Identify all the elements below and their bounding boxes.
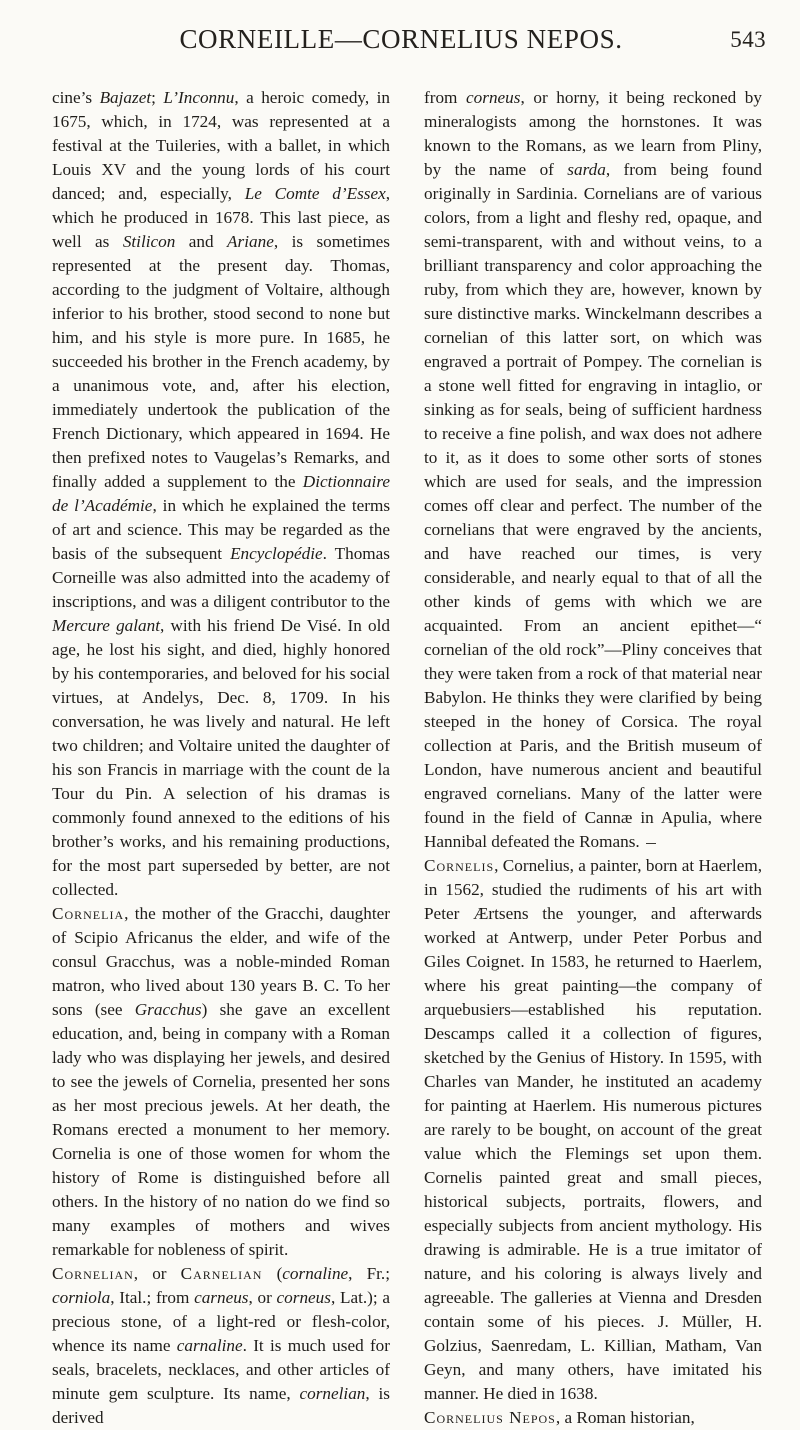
italic-term: cornaline xyxy=(282,1264,349,1283)
text-fragment: , which he produced in 1678. This last piece, as well as xyxy=(52,184,391,251)
italic-term: corniola xyxy=(52,1288,111,1307)
entry-heading: Carnelian xyxy=(180,1264,263,1283)
text-fragment: . It is much used for seals, bracelets, necklaces, and other articles of minute gem sculpture. Its name, xyxy=(52,1336,390,1403)
text-fragment: , or horny, it being reckoned by mineralogists among the hornstones. It was known to the Romans, as we learn from Pliny, by the name of xyxy=(424,88,762,179)
text-fragment: , Lat.); a precious stone, of a light-red or flesh-color, whence its name xyxy=(52,1288,390,1355)
text-fragment: , Fr.; xyxy=(348,1264,390,1283)
text-fragment: , from being found originally in Sardinia. Cornelians are of various colors, from a light and fleshy red, opaque, and semi-transparent, with and without veins, to a brilliant transparency and color approaching the ruby, from which they are, however, known by sure distinctive marks. Winckelmann describes a cornelian of this latter sort, on which was engraved a portrait of Pompey. The cornelian is a stone well fitted for engraving in intaglio, or sinking as for seals, being of sufficient hardness to receive a fine polish, and wax does not adhere to it, as it does to some other sorts of stones which are used for seals, and the impression comes off clear and perfect. The number of the cornelians that were engraved by the ancients, and have reached our times, is very considerable, and nearly equal to that of all the other kinds of gems with which we are acquainted. From an ancient epithet—“ cornelian of the old rock”—Pliny conceives that they were taken from a rock of that material near Babylon. He thinks they were clarified by being steeped in the honey of Corsica. The royal collection at Paris, and the British museum of London, have numerous ancient and beautiful engraved cornelians. Many of the latter were found in the field of Cannæ in Apulia, where Hannibal defeated the Romans. xyxy=(424,160,762,851)
italic-title: Le Comte d’Essex xyxy=(244,184,386,203)
text-fragment: , Ital.; from xyxy=(110,1288,195,1307)
italic-title: Dictionnaire de l’Académie xyxy=(52,472,390,515)
margin-dash-mark xyxy=(646,843,656,844)
entry-heading: Cornelia xyxy=(52,904,125,923)
italic-term: carnaline xyxy=(176,1336,243,1355)
entry-heading: Cornelius Nepos xyxy=(424,1408,556,1427)
italic-title: Stilicon xyxy=(122,232,176,251)
entry-cornelian xyxy=(52,1262,390,1430)
paragraph-cornelian-continuation xyxy=(424,86,762,854)
text-fragment: and xyxy=(175,232,228,251)
italic-term: sarda xyxy=(567,160,606,179)
italic-title: Ariane xyxy=(227,232,274,251)
italic-term: corneus xyxy=(276,1288,331,1307)
text-fragment: , in which he explained the terms of art and science. This may be regarded as the basis of the subsequent xyxy=(52,496,391,563)
italic-term: cornelian xyxy=(299,1384,366,1403)
entry-heading: Cornelian xyxy=(52,1264,134,1283)
text-fragment: , Cornelius, a painter, born at Haerlem, in 1562, studied the rudiments of his art with Peter Ærtsens the younger, and afterwards worked at Antwerp, under Peter Porbus and Giles Coignet. In 1583, he returned to Haerlem, where his great painting—the company of arquebusiers—established his reputation. Descamps called it a collection of figures, sketched by the Genius of History. In 1595, with Charles van Mander, he instituted an academy for painting at Haerlem. His numerous pictures are rarely to be bought, on account of the great value which the Flemings set upon them. Cornelis painted great and small pieces, historical subjects, portraits, flowers, and especially subjects from ancient mythology. His drawing is admirable. He is a true imitator of nature, and his coloring is always lively and agreeable. The galleries at Vienna and Dresden contain some of his pieces. J. Müller, H. Golzius, Saenredam, L. Killian, Matham, Van Geyn, and many others, have imitated his manner. He died in 1638. xyxy=(424,856,762,1403)
text-fragment: from xyxy=(424,88,467,107)
text-fragment: ) she gave an excellent education, and, being in company with a Roman lady who was displaying her jewels, and desired to see the jewels of Cornelia, presented her sons as her most precious jewels. At her death, the Romans erected a monument to her memory. Cornelia is one of those women for whom the history of Rome is distinguished before all others. In the history of no nation do we find so many examples of mothers and wives remarkable for nobleness of spirit. xyxy=(52,1000,390,1259)
text-columns xyxy=(52,86,772,1430)
header-title: CORNEILLE—CORNELIUS NEPOS. xyxy=(179,24,623,54)
text-fragment: , is sometimes represented at the present day. Thomas, according to the judgment of Voltaire, although inferior to his brother, stood second to none but him, and his style is more pure. In 1685, he succeeded his brother in the French academy, by a unanimous vote, and, after his election, immediately undertook the publication of the French Dictionary, which appeared in 1694. He then prefixed notes to Vaugelas’s Remarks, and finally added a supplement to the xyxy=(52,232,390,491)
entry-cornelia xyxy=(52,902,390,1262)
left-column xyxy=(52,86,390,1430)
text-fragment: cine’s xyxy=(52,88,100,107)
italic-title: Bajazet xyxy=(99,88,152,107)
italic-term: carneus xyxy=(194,1288,249,1307)
text-fragment: . Thomas Corneille was also admitted into the academy of inscriptions, and was a diligent contributor to the xyxy=(52,544,390,611)
entry-cornelius-nepos xyxy=(424,1406,762,1430)
right-column xyxy=(424,86,762,1430)
italic-title: Encyclopédie xyxy=(230,544,323,563)
entry-cornelis xyxy=(424,854,762,1406)
text-fragment: , or xyxy=(133,1264,181,1283)
running-header xyxy=(30,18,772,62)
text-fragment: ( xyxy=(262,1264,283,1283)
text-fragment: , the mother of the Gracchi, daughter of Scipio Africanus the elder, and wife of the consul Gracchus, was a noble-minded Roman matron, who lived about 130 years B. C. To her sons (see xyxy=(52,904,390,1019)
italic-title: L’Inconnu xyxy=(163,88,235,107)
cross-reference: Gracchus xyxy=(134,1000,202,1019)
text-fragment: , a Roman historian, xyxy=(555,1408,695,1427)
italic-term: corneus xyxy=(466,88,521,107)
entry-heading: Cornelis xyxy=(424,856,495,875)
text-fragment: ; xyxy=(151,88,164,107)
text-fragment: , or xyxy=(248,1288,277,1307)
page-number: 543 xyxy=(730,27,766,52)
paragraph-corneille-continuation xyxy=(52,86,390,902)
text-fragment: , with his friend De Visé. In old age, he lost his sight, and died, highly honored by his contemporaries, and beloved for his social virtues, at Andelys, Dec. 8, 1709. In his conversation, he was lively and natural. He left two children; and Voltaire united the daughter of his son Francis in marriage with the count de la Tour du Pin. A selection of his dramas is commonly found annexed to the editions of his brother’s works, and his remaining productions, for the most part superseded by better, are not collected. xyxy=(52,616,391,899)
text-fragment: , is derived xyxy=(52,1384,390,1427)
italic-title: Mercure galant xyxy=(52,616,161,635)
text-fragment: , a heroic comedy, in 1675, which, in 1724, was represented at a festival at the Tuileries, with a ballet, in which Louis XV and the young lords of his court danced; and, especially, xyxy=(52,88,391,203)
